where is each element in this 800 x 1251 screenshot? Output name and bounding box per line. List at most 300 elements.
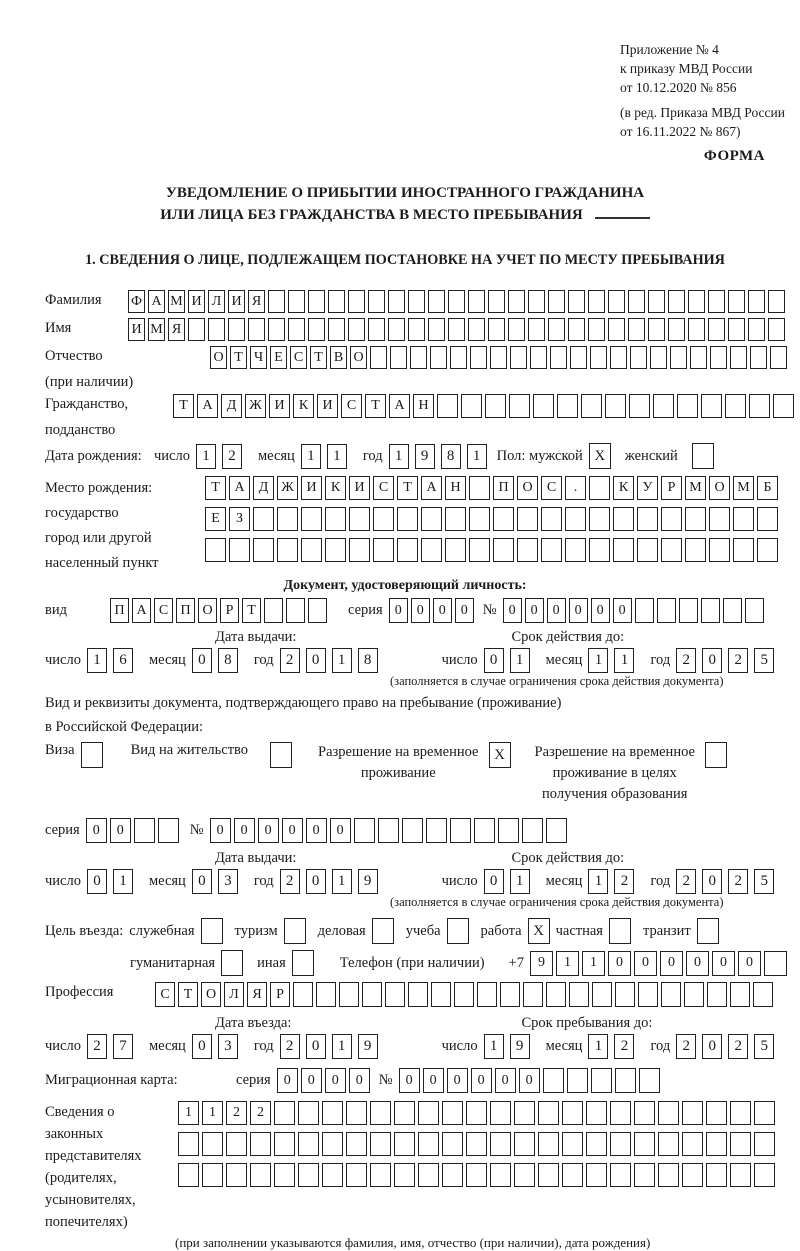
form-cell: Е xyxy=(270,346,287,369)
identity-series-cells xyxy=(389,598,477,623)
form-cell xyxy=(728,290,745,313)
form-cell xyxy=(316,982,336,1007)
form-cell xyxy=(250,1163,271,1187)
form-cell xyxy=(428,290,445,313)
form-cell xyxy=(202,1132,223,1156)
identity-doc-heading: Документ, удостоверяющий личность: xyxy=(283,578,527,593)
form-cell xyxy=(450,346,467,369)
birth-day-cells xyxy=(196,444,248,469)
form-cell xyxy=(368,290,385,313)
form-cell: Н xyxy=(445,476,466,500)
form-cell xyxy=(268,290,285,313)
patronymic-label: Отчество (при наличии) xyxy=(45,346,210,392)
form-cell xyxy=(388,318,405,341)
form-cell xyxy=(286,598,305,623)
visa-checkbox xyxy=(81,742,103,768)
form-cell xyxy=(402,818,423,843)
identity-date-headings: Дата выдачи: Срок действия до: xyxy=(215,629,625,645)
form-cell xyxy=(733,538,754,562)
form-cell: 0 xyxy=(86,818,107,843)
form-cell xyxy=(648,290,665,313)
form-cell: Я xyxy=(247,982,267,1007)
form-cell xyxy=(706,1101,727,1125)
form-cell xyxy=(658,1163,679,1187)
form-cell xyxy=(410,346,427,369)
form-cell xyxy=(770,346,787,369)
residence-series-cells xyxy=(86,818,182,843)
form-cell: 2 xyxy=(222,444,242,469)
form-cell: 9 xyxy=(530,951,553,976)
title-blank-line xyxy=(595,217,650,219)
form-cell: Я xyxy=(168,318,185,341)
form-cell xyxy=(373,507,394,531)
form-cell: Е xyxy=(205,507,226,531)
form-cell xyxy=(308,290,325,313)
citizenship-cells xyxy=(173,394,797,418)
form-cell xyxy=(428,318,445,341)
form-cell xyxy=(661,982,681,1007)
form-cell: 0 xyxy=(503,598,522,623)
form-cell: Т xyxy=(397,476,418,500)
form-cell: 0 xyxy=(306,818,327,843)
form-cell xyxy=(288,290,305,313)
form-cell: О xyxy=(198,598,217,623)
form-cell: 0 xyxy=(192,1034,212,1059)
stay-month xyxy=(588,1034,640,1059)
form-cell: 2 xyxy=(614,1034,634,1059)
form-cell xyxy=(500,982,520,1007)
form-cell xyxy=(469,538,490,562)
form-cell: 1 xyxy=(556,951,579,976)
form-cell xyxy=(610,1163,631,1187)
form-cell xyxy=(638,982,658,1007)
entry-date-headings: Дата въезда: Срок пребывания до: xyxy=(215,1015,653,1031)
form-cell: 5 xyxy=(754,1034,774,1059)
form-cell: 1 xyxy=(510,648,530,673)
representatives-row xyxy=(45,1101,765,1233)
form-cell: 0 xyxy=(423,1068,444,1093)
form-cell xyxy=(517,538,538,562)
form-cell: 0 xyxy=(306,1034,326,1059)
form-cell: О xyxy=(517,476,538,500)
revision-line: от 16.11.2022 № 867) xyxy=(620,124,741,139)
form-cell xyxy=(628,318,645,341)
form-cell xyxy=(668,318,685,341)
form-cell: 0 xyxy=(399,1068,420,1093)
form-cell xyxy=(508,290,525,313)
form-cell xyxy=(514,1101,535,1125)
form-cell xyxy=(630,346,647,369)
migration-card-label: Миграционная карта: xyxy=(45,1072,178,1088)
form-cell: 1 xyxy=(196,444,216,469)
form-cell: 1 xyxy=(332,648,352,673)
annex-line: от 10.12.2020 № 856 xyxy=(620,80,737,95)
identity-doc-row: вид П А С П О Р Т серия 0 0 0 0 № 0 0 0 0 0 0 xyxy=(45,598,765,623)
form-cell xyxy=(658,1132,679,1156)
residence-issue-day xyxy=(87,869,139,894)
form-cell xyxy=(517,507,538,531)
patronymic-row xyxy=(45,346,765,392)
form-cell: 1 xyxy=(588,869,608,894)
form-cell xyxy=(490,1132,511,1156)
form-cell xyxy=(385,982,405,1007)
form-cell xyxy=(523,982,543,1007)
form-cell: С xyxy=(373,476,394,500)
form-cell: 2 xyxy=(250,1101,271,1125)
form-cell xyxy=(490,1163,511,1187)
identity-issue-year xyxy=(280,648,384,673)
birth-month-cells xyxy=(301,444,353,469)
form-cell xyxy=(408,982,428,1007)
form-cell xyxy=(661,507,682,531)
form-cell xyxy=(615,1068,636,1093)
form-cell: 0 xyxy=(525,598,544,623)
form-cell: 0 xyxy=(447,1068,468,1093)
form-cell xyxy=(485,394,506,418)
form-cell xyxy=(546,982,566,1007)
form-cell xyxy=(541,507,562,531)
form-cell: 0 xyxy=(301,1068,322,1093)
purpose-business-checkbox xyxy=(372,918,394,944)
representatives-cells-block xyxy=(178,1101,778,1187)
form-cell xyxy=(754,1132,775,1156)
form-cell xyxy=(653,394,674,418)
residence-number-cells xyxy=(210,818,570,843)
form-cell: 0 xyxy=(569,598,588,623)
residence-issue-year xyxy=(280,869,384,894)
form-cell xyxy=(490,346,507,369)
form-cell xyxy=(322,1101,343,1125)
form-cell xyxy=(546,818,567,843)
form-cell xyxy=(325,507,346,531)
title-line-2: ИЛИ ЛИЦА БЕЗ ГРАЖДАНСТВА В МЕСТО ПРЕБЫВАНИЯ xyxy=(45,204,765,226)
form-cell xyxy=(628,290,645,313)
form-cell xyxy=(442,1101,463,1125)
form-cell xyxy=(569,982,589,1007)
form-cell: 0 xyxy=(192,869,212,894)
form-cell xyxy=(298,1132,319,1156)
residence-date-headings: Дата выдачи: Срок действия до: xyxy=(215,850,625,866)
residence-doc-line2: в Российской Федерации: xyxy=(45,719,204,735)
form-cell: М xyxy=(685,476,706,500)
form-cell: 0 xyxy=(608,951,631,976)
form-cell xyxy=(466,1163,487,1187)
form-cell: 0 xyxy=(330,818,351,843)
form-cell: 0 xyxy=(433,598,452,623)
form-cell xyxy=(754,1101,775,1125)
form-cell xyxy=(488,318,505,341)
form-cell xyxy=(668,290,685,313)
form-cell xyxy=(685,538,706,562)
form-cell: 1 xyxy=(87,648,107,673)
form-cell: К xyxy=(613,476,634,500)
form-cell: 0 xyxy=(660,951,683,976)
form-cell xyxy=(728,318,745,341)
form-cell xyxy=(368,318,385,341)
form-cell xyxy=(530,346,547,369)
form-cell xyxy=(548,290,565,313)
form-cell xyxy=(754,1163,775,1187)
form-cell xyxy=(442,1132,463,1156)
form-cell: Д xyxy=(221,394,242,418)
form-cell xyxy=(661,538,682,562)
form-cell: 0 xyxy=(613,598,632,623)
form-cell: У xyxy=(637,476,658,500)
form-cell xyxy=(348,290,365,313)
identity-dates-row: число 1 6 месяц 0 8 год 2 0 1 8 число 0 1 месяц 1 1 год 2 0 2 5 xyxy=(45,648,765,673)
identity-valid-year xyxy=(676,648,780,673)
form-cell: 0 xyxy=(702,869,722,894)
form-cell xyxy=(293,982,313,1007)
form-cell: 0 xyxy=(411,598,430,623)
form-cell xyxy=(725,394,746,418)
form-cell: 8 xyxy=(358,648,378,673)
migration-series-cells xyxy=(277,1068,373,1093)
form-cell xyxy=(349,507,370,531)
form-cell: С xyxy=(341,394,362,418)
form-cell: Ф xyxy=(128,290,145,313)
form-cell xyxy=(707,982,727,1007)
form-cell xyxy=(229,538,250,562)
form-cell xyxy=(408,318,425,341)
form-cell: 1 xyxy=(202,1101,223,1125)
form-cell xyxy=(468,318,485,341)
form-cell xyxy=(488,290,505,313)
form-cell: Н xyxy=(413,394,434,418)
form-cell xyxy=(373,538,394,562)
form-cell xyxy=(634,1163,655,1187)
annex-block xyxy=(620,40,785,141)
form-cell xyxy=(448,290,465,313)
form-cell: Д xyxy=(253,476,274,500)
form-cell: П xyxy=(176,598,195,623)
form-cell xyxy=(639,1068,660,1093)
form-cell: А xyxy=(229,476,250,500)
form-cell xyxy=(322,1132,343,1156)
birth-place-cells-1 xyxy=(205,476,781,500)
section1-heading: 1. СВЕДЕНИЯ О ЛИЦЕ, ПОДЛЕЖАЩЕМ ПОСТАНОВКЕ НА УЧЕТ ПО МЕСТУ ПРЕБЫВАНИЯ xyxy=(85,252,725,268)
form-cell: 0 xyxy=(192,648,212,673)
form-cell: 5 xyxy=(754,869,774,894)
form-cell: 3 xyxy=(218,869,238,894)
form-cell xyxy=(493,507,514,531)
sex-female-checkbox xyxy=(692,443,714,469)
form-cell: 2 xyxy=(614,869,634,894)
form-cell: 9 xyxy=(415,444,435,469)
form-cell: Т xyxy=(205,476,226,500)
form-cell: Т xyxy=(230,346,247,369)
residence-issue-month xyxy=(192,869,244,894)
form-cell xyxy=(469,476,490,500)
form-cell xyxy=(277,507,298,531)
form-cell xyxy=(634,1132,655,1156)
form-cell xyxy=(615,982,635,1007)
annex-line: к приказу МВД России xyxy=(620,61,753,76)
form-cell: Л xyxy=(208,290,225,313)
birth-year-cells xyxy=(389,444,493,469)
form-cell: 0 xyxy=(484,648,504,673)
form-cell xyxy=(362,982,382,1007)
purpose-study-checkbox xyxy=(447,918,469,944)
form-cell xyxy=(588,318,605,341)
form-cell xyxy=(308,318,325,341)
form-cell: Т xyxy=(365,394,386,418)
form-cell xyxy=(328,290,345,313)
form-cell xyxy=(346,1163,367,1187)
form-cell xyxy=(253,507,274,531)
form-cell xyxy=(682,1163,703,1187)
form-cell xyxy=(610,1101,631,1125)
entry-month xyxy=(192,1034,244,1059)
form-cell: 1 xyxy=(588,1034,608,1059)
identity-valid-month xyxy=(588,648,640,673)
form-cell: Т xyxy=(173,394,194,418)
form-cell xyxy=(421,507,442,531)
form-cell xyxy=(477,982,497,1007)
form-cell: 0 xyxy=(686,951,709,976)
form-cell xyxy=(648,318,665,341)
form-cell: К xyxy=(293,394,314,418)
form-cell xyxy=(509,394,530,418)
form-cell xyxy=(390,346,407,369)
form-cell xyxy=(354,818,375,843)
form-cell xyxy=(568,318,585,341)
form-cell: О xyxy=(201,982,221,1007)
form-cell xyxy=(591,1068,612,1093)
form-cell xyxy=(298,1101,319,1125)
form-cell xyxy=(253,538,274,562)
form-cell xyxy=(178,1132,199,1156)
surname-label: Фамилия xyxy=(45,292,102,308)
form-cell xyxy=(426,818,447,843)
form-cell xyxy=(701,598,720,623)
form-cell xyxy=(370,1163,391,1187)
form-cell xyxy=(773,394,794,418)
form-cell xyxy=(208,318,225,341)
form-cell xyxy=(248,318,265,341)
form-cell xyxy=(565,507,586,531)
name-row xyxy=(45,318,765,341)
form-cell: 0 xyxy=(87,869,107,894)
entry-dates-row: число 2 7 месяц 0 3 год 2 0 1 9 число 1 9 месяц 1 2 год 2 0 2 5 xyxy=(45,1034,765,1059)
form-cell xyxy=(682,1132,703,1156)
form-cell xyxy=(635,598,654,623)
form-cell: Л xyxy=(224,982,244,1007)
form-cell xyxy=(533,394,554,418)
form-cell: А xyxy=(148,290,165,313)
form-cell: 3 xyxy=(218,1034,238,1059)
residence-permit-checkbox xyxy=(270,742,292,768)
form-cell xyxy=(538,1101,559,1125)
form-cell xyxy=(730,1132,751,1156)
identity-valid-day xyxy=(484,648,536,673)
form-cell xyxy=(589,507,610,531)
form-cell xyxy=(733,507,754,531)
form-cell xyxy=(454,982,474,1007)
form-cell xyxy=(538,1163,559,1187)
form-cell xyxy=(514,1132,535,1156)
form-cell xyxy=(757,507,778,531)
form-cell xyxy=(490,1101,511,1125)
form-cell: 1 xyxy=(467,444,487,469)
form-cell xyxy=(514,1163,535,1187)
form-cell: 2 xyxy=(87,1034,107,1059)
form-cell: . xyxy=(565,476,586,500)
form-cell xyxy=(608,290,625,313)
form-cell xyxy=(250,1132,271,1156)
form-cell xyxy=(158,818,179,843)
option-temp-residence: Разрешение на временное проживание X xyxy=(318,742,510,784)
migration-number-cells xyxy=(399,1068,663,1093)
form-cell: Р xyxy=(270,982,290,1007)
form-cell xyxy=(658,1101,679,1125)
form-cell xyxy=(522,818,543,843)
form-cell xyxy=(469,507,490,531)
form-cell: Р xyxy=(220,598,239,623)
form-cell xyxy=(430,346,447,369)
form-cell: 2 xyxy=(676,1034,696,1059)
identity-number-cells xyxy=(503,598,767,623)
form-cell: П xyxy=(493,476,514,500)
form-cell xyxy=(709,507,730,531)
form-cell xyxy=(370,1101,391,1125)
birth-date-label: Дата рождения: xyxy=(45,447,142,464)
form-cell: М xyxy=(168,290,185,313)
purpose-private-checkbox xyxy=(609,918,631,944)
form-cell: Т xyxy=(242,598,261,623)
form-cell xyxy=(541,538,562,562)
form-cell xyxy=(528,290,545,313)
phone-cells xyxy=(530,951,790,976)
migration-card-row: Миграционная карта: серия 0 0 0 0 № 0 0 0 0 0 0 xyxy=(45,1068,765,1093)
representatives-cells-1 xyxy=(178,1101,778,1125)
purpose-work-checkbox: X xyxy=(528,918,550,944)
form-cell xyxy=(562,1101,583,1125)
temp-residence-education-checkbox xyxy=(705,742,727,768)
form-cell: А xyxy=(421,476,442,500)
profession-label: Профессия xyxy=(45,984,114,1000)
form-cell xyxy=(748,318,765,341)
form-cell xyxy=(581,394,602,418)
sex-male-checkbox: X xyxy=(589,443,611,469)
form-cell: 1 xyxy=(332,1034,352,1059)
option-visa: Виза xyxy=(45,742,103,768)
form-cell xyxy=(474,818,495,843)
form-cell: 1 xyxy=(389,444,409,469)
form-cell xyxy=(613,538,634,562)
birth-date-row: Дата рождения: число 1 2 месяц 1 1 год 1 9 8 1 Пол: мужской X женский xyxy=(45,443,765,469)
form-cell: 2 xyxy=(728,869,748,894)
form-cell: 1 xyxy=(484,1034,504,1059)
form-cell xyxy=(588,290,605,313)
form-cell xyxy=(445,507,466,531)
form-cell: 8 xyxy=(218,648,238,673)
surname-cells xyxy=(128,290,788,313)
form-cell: 0 xyxy=(306,648,326,673)
form-cell xyxy=(421,538,442,562)
form-cell xyxy=(346,1132,367,1156)
form-cell xyxy=(408,290,425,313)
representatives-label: Сведения о законных представителях (родителях, усыновителях, попечителях) xyxy=(45,1104,142,1230)
form-cell xyxy=(586,1163,607,1187)
revision-line: (в ред. Приказа МВД России xyxy=(620,105,785,120)
purpose-label: Цель въезда: xyxy=(45,922,124,939)
representatives-note: (при заполнении указываются фамилия, имя, отчество (при наличии), дата рождения) xyxy=(175,1235,651,1250)
form-cell xyxy=(613,507,634,531)
form-cell: В xyxy=(330,346,347,369)
residence-doc-line1: Вид и реквизиты документа, подтверждающего право на пребывание (проживание) xyxy=(45,695,562,711)
form-cell: 6 xyxy=(113,648,133,673)
